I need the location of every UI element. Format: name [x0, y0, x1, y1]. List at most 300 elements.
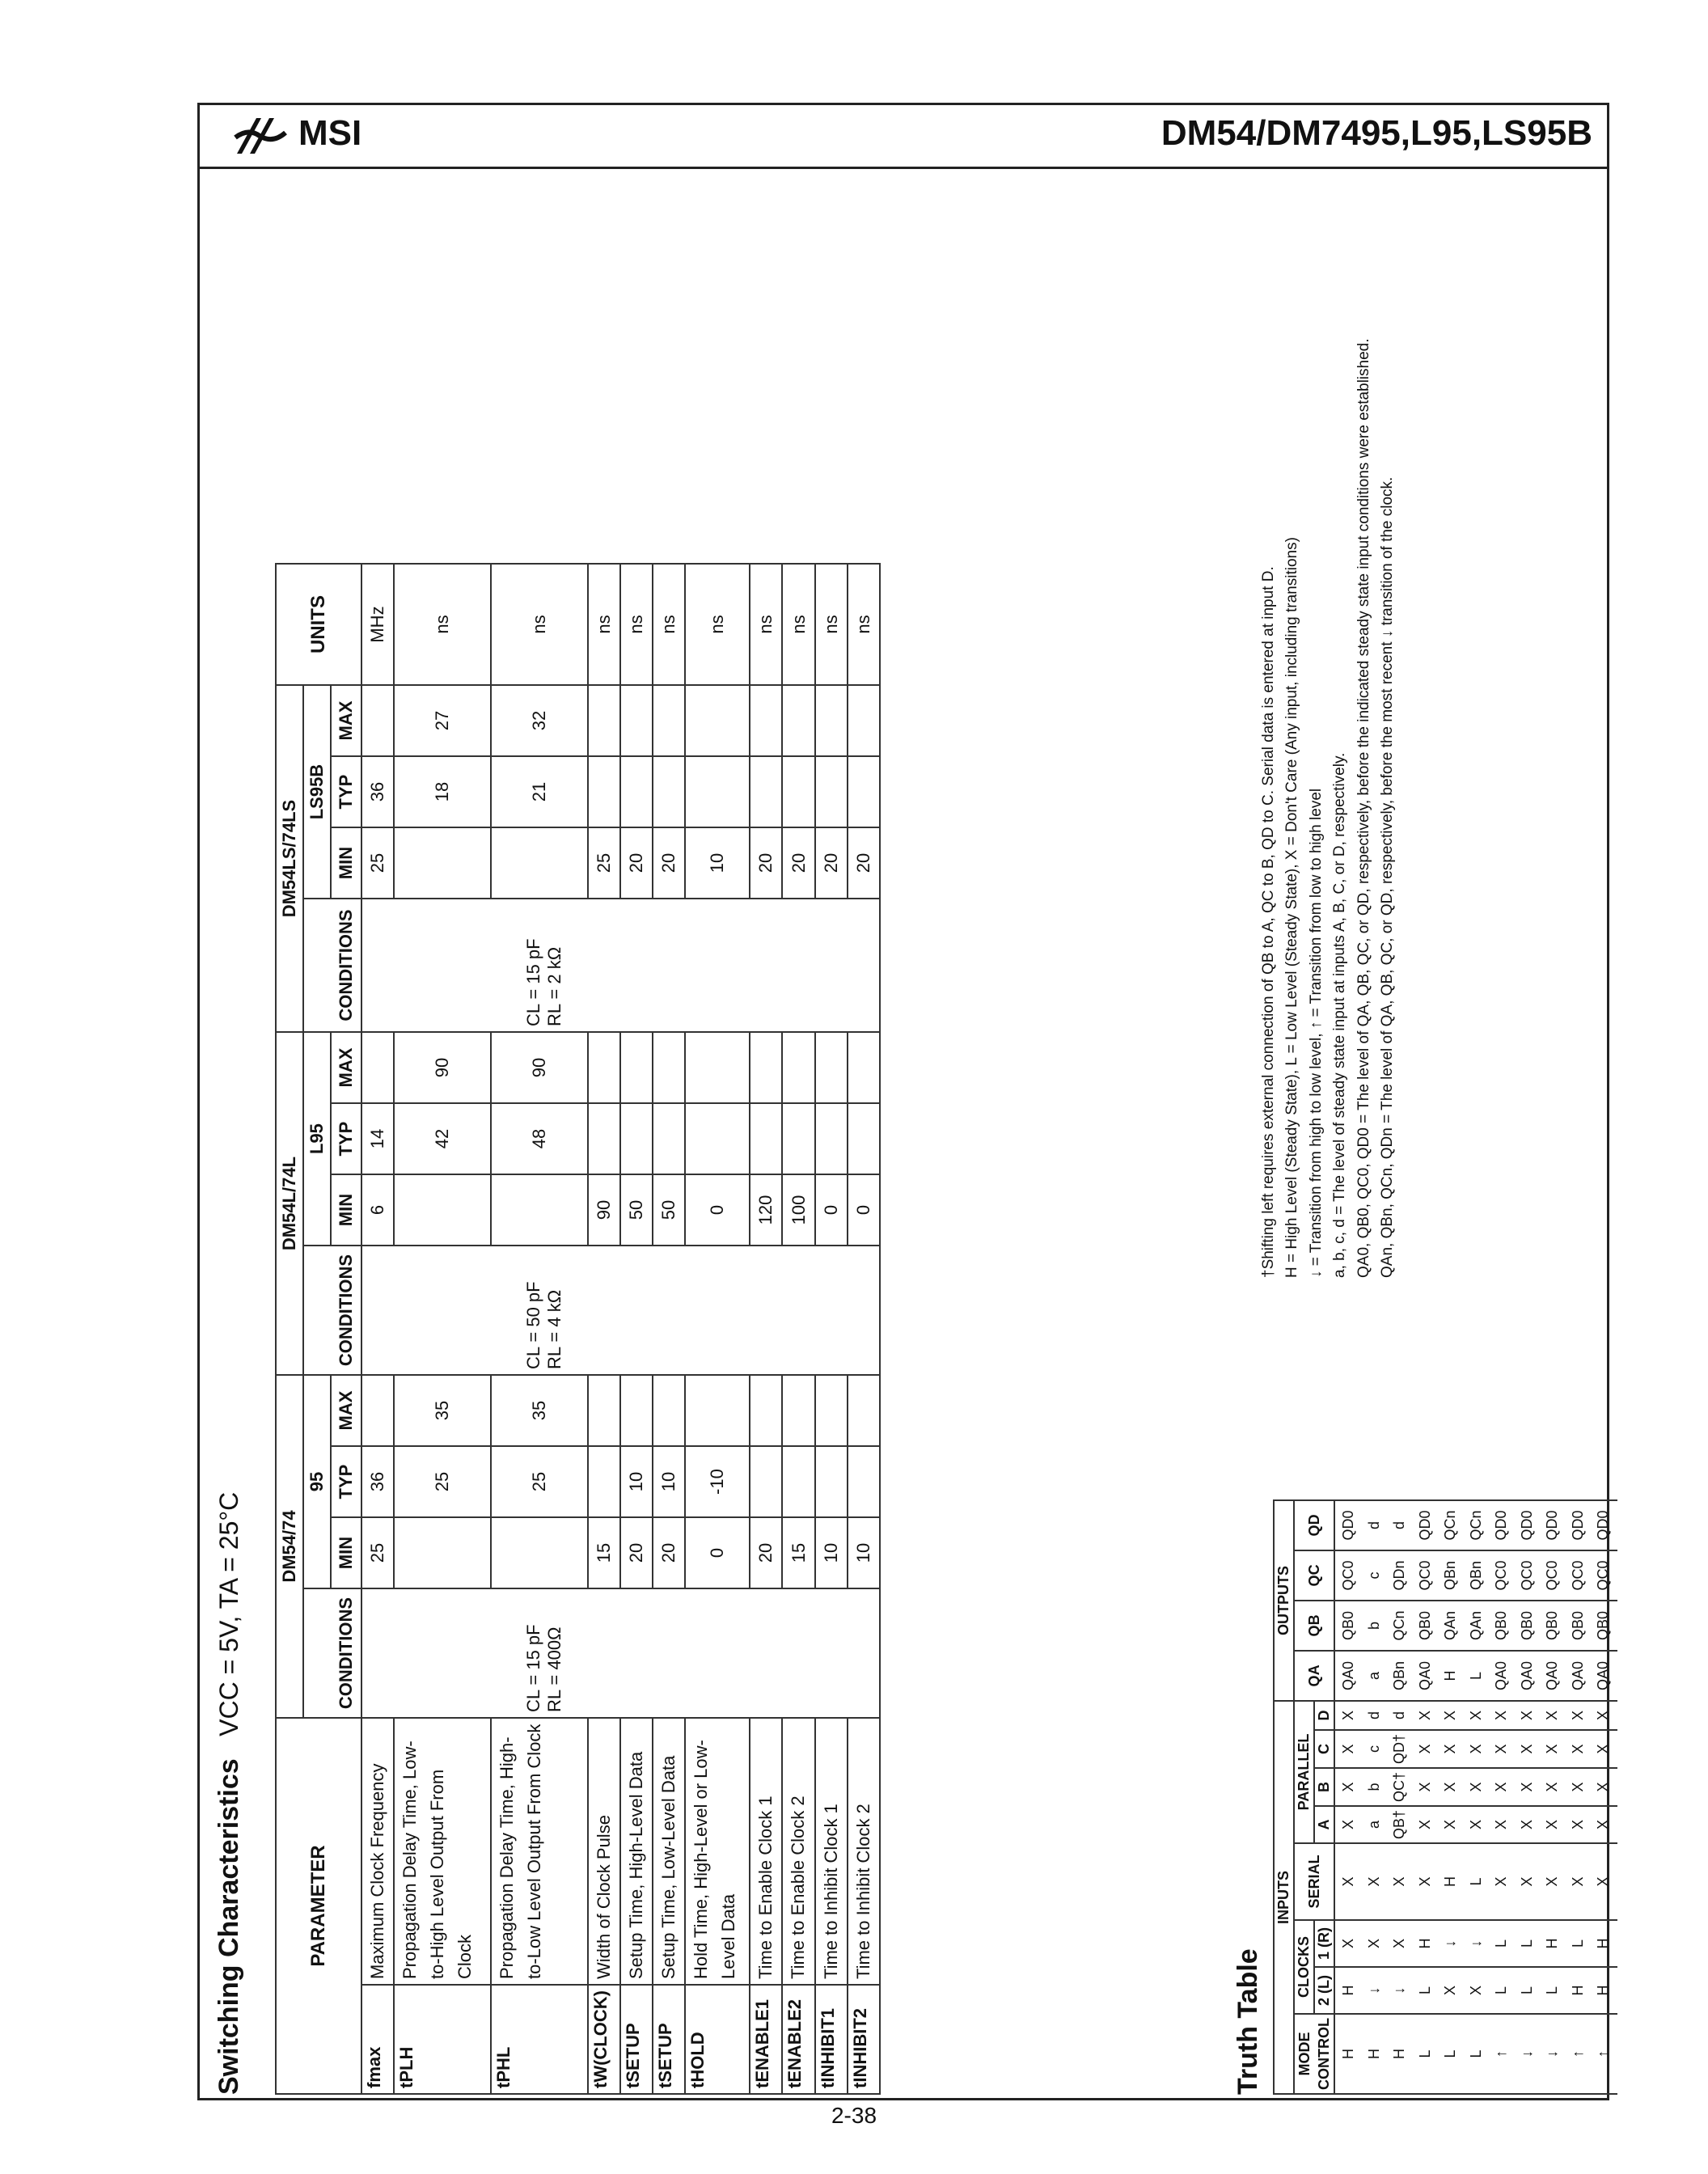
tt-serial: SERIAL: [1294, 1843, 1334, 1920]
value-max: [361, 1032, 394, 1103]
tt-cell: X: [1391, 1876, 1407, 1887]
value-typ: 36: [361, 1446, 394, 1517]
brand-label: MSI: [298, 113, 362, 153]
value-min: 20: [620, 827, 653, 899]
tt-cell: QB0: [1416, 1610, 1433, 1640]
tt-clocks: CLOCKS: [1294, 1920, 1314, 2014]
tt-cell: ↓: [1518, 2050, 1535, 2058]
tt-cell: X: [1518, 1819, 1535, 1829]
tt-cell: QD0: [1595, 1510, 1611, 1541]
tt-cell: QD0: [1493, 1510, 1509, 1541]
tt-cell: L: [1518, 1986, 1535, 1995]
tt-cell: X: [1569, 1710, 1586, 1720]
tt-column-parallel-b: [1334, 1768, 1617, 1806]
tt-cell: H: [1595, 1985, 1611, 1996]
value-max: 35: [491, 1375, 588, 1446]
tt-cell: H: [1569, 1985, 1586, 1996]
tt-cell: X: [1569, 1876, 1586, 1887]
param-name: Hold Time, High-Level or Low-Level Data: [685, 1718, 750, 1985]
tt-cell: X: [1442, 1782, 1458, 1792]
value-max: [620, 1375, 653, 1446]
part-number: DM54/DM7495,L95,LS95B: [1161, 113, 1592, 153]
tt-cell: QA0: [1518, 1660, 1535, 1690]
tt-cell: ↓: [1442, 1939, 1458, 1948]
tt-cell: a: [1365, 1820, 1382, 1829]
tt-cell: X: [1340, 1939, 1356, 1949]
tt-cell: X: [1467, 1782, 1484, 1792]
value-min: 20: [848, 827, 880, 899]
value-min: [491, 827, 588, 899]
rotated-content: [214, 162, 1611, 2095]
tt-cell: QAn: [1467, 1610, 1484, 1640]
tt-cell: H: [1340, 1985, 1356, 1996]
tt-cell: H: [1416, 1938, 1433, 1949]
tt-cell: X: [1595, 1876, 1611, 1887]
tt-cell: X: [1595, 1782, 1611, 1792]
value-typ: [848, 1103, 880, 1174]
tt-cell: L: [1518, 1939, 1535, 1948]
tt-cell: QBn: [1391, 1660, 1407, 1690]
tt-cell: ↑: [1595, 2050, 1611, 2058]
value-typ: [588, 756, 620, 827]
tt-cell: QD0: [1518, 1510, 1535, 1541]
tt-cell: H: [1442, 1876, 1458, 1887]
note-line: ↓ = Transition from high to low level, ↑ = Transition from low to high level: [1307, 788, 1325, 1278]
value-typ: 18: [394, 756, 491, 827]
value-max: 27: [394, 685, 491, 756]
tt-column-clock-2: [1334, 1967, 1617, 2014]
value-max: [588, 1375, 620, 1446]
tt-cell: X: [1416, 1876, 1433, 1887]
switching-table: [275, 563, 881, 2095]
tt-cell: QA0: [1569, 1660, 1586, 1690]
col-conditions: CONDITIONS: [331, 1246, 361, 1375]
tt-cell: H: [1340, 2049, 1356, 2059]
value-min: 0: [685, 1174, 750, 1246]
national-logo-icon: [232, 113, 289, 159]
tt-cell: d: [1365, 1711, 1382, 1719]
tt-cell: X: [1595, 1710, 1611, 1720]
value-min: 20: [620, 1517, 653, 1588]
tt-cell: L: [1467, 1671, 1484, 1680]
value-min: 25: [361, 827, 394, 899]
conditions-cell: [361, 1588, 880, 1718]
tt-cell: L: [1467, 2049, 1484, 2058]
tt-cell: QA0: [1340, 1660, 1356, 1690]
tt-cell: QB0: [1569, 1610, 1586, 1640]
col-family3: DM54LS/74LS: [276, 685, 303, 1032]
unit-cell: ns: [750, 564, 782, 685]
tt-cell: H: [1391, 2049, 1407, 2059]
tt-cell: QBn: [1467, 1560, 1484, 1590]
value-min: 90: [588, 1174, 620, 1246]
value-typ: [782, 756, 814, 827]
tt-cell: X: [1416, 1782, 1433, 1792]
tt-cell: QA0: [1544, 1660, 1560, 1690]
tt-cell: X: [1595, 1744, 1611, 1754]
value-min: 0: [685, 1517, 750, 1588]
tt-cell: ↑: [1493, 2050, 1509, 2058]
conditions-cell: [361, 899, 880, 1032]
value-typ: [782, 1446, 814, 1517]
unit-cell: ns: [394, 564, 491, 685]
value-max: [685, 1032, 750, 1103]
value-min: 120: [750, 1174, 782, 1246]
value-typ: [815, 756, 848, 827]
value-max: [685, 1375, 750, 1446]
tt-column-output-qb: [1334, 1601, 1617, 1651]
tt-cell: X: [1569, 1819, 1586, 1829]
tt-qb: QB: [1294, 1601, 1334, 1651]
tt-cell: H: [1595, 1938, 1611, 1949]
value-typ: [653, 756, 685, 827]
tt-column-clock-1: [1334, 1920, 1617, 1967]
value-max: [588, 685, 620, 756]
tt-cell: X: [1544, 1876, 1560, 1887]
col-device2: L95: [303, 1032, 331, 1246]
unit-cell: ns: [848, 564, 880, 685]
col-device3: LS95B: [303, 685, 331, 899]
tt-cell: X: [1467, 1710, 1484, 1720]
tt-cell: X: [1416, 1710, 1433, 1720]
tt-column-output-qc: [1334, 1550, 1617, 1601]
page-header: [200, 105, 1607, 169]
tt-cell: X: [1467, 1819, 1484, 1829]
tt-cell: X: [1340, 1819, 1356, 1829]
value-typ: 42: [394, 1103, 491, 1174]
tt-cell: X: [1442, 1744, 1458, 1754]
param-name: Width of Clock Pulse: [588, 1718, 620, 1985]
param-name: Time to Inhibit Clock 1: [815, 1718, 848, 1985]
param-name: Time to Inhibit Clock 2: [848, 1718, 880, 1985]
tt-column-parallel-d: [1334, 1701, 1617, 1730]
value-max: [620, 685, 653, 756]
col-family1: DM54/74: [276, 1375, 303, 1718]
tt-cell: L: [1493, 1986, 1509, 1995]
unit-cell: ns: [620, 564, 653, 685]
tt-cell: X: [1493, 1819, 1509, 1829]
tt-cell: c: [1365, 1745, 1382, 1753]
tt-cell: QC0: [1518, 1560, 1535, 1591]
tt-cell: H: [1544, 1938, 1560, 1949]
value-min: 10: [848, 1517, 880, 1588]
tt-cell: X: [1340, 1744, 1356, 1754]
param-symbol: tSETUP: [653, 1985, 685, 2094]
tt-c: C: [1314, 1730, 1334, 1768]
value-typ: [750, 756, 782, 827]
switching-title: [214, 1492, 245, 2095]
load-capacitance: CL = 15 pF: [523, 1624, 544, 1713]
col-typ: TYP: [331, 756, 361, 827]
param-name: Maximum Clock Frequency: [361, 1718, 394, 1985]
tt-column-output-qd: [1334, 1500, 1617, 1550]
value-max: [361, 685, 394, 756]
value-max: [750, 1375, 782, 1446]
tt-a: A: [1314, 1806, 1334, 1843]
tt-cell: X: [1544, 1744, 1560, 1754]
tt-cell: QD0: [1416, 1510, 1433, 1541]
value-typ: [750, 1446, 782, 1517]
value-min: 20: [750, 1517, 782, 1588]
tt-cell: X: [1493, 1876, 1509, 1887]
load-resistance: RL = 400Ω: [544, 1626, 565, 1713]
value-max: [815, 1375, 848, 1446]
tt-cell: X: [1416, 1819, 1433, 1829]
tt-cell: c: [1365, 1571, 1382, 1580]
tt-cell: QC0: [1493, 1560, 1509, 1591]
value-min: [491, 1517, 588, 1588]
tt-cell: X: [1340, 1876, 1356, 1887]
note-line: a, b, c, d = The level of steady state input at inputs A, B, C, or D, respectively.: [1331, 752, 1349, 1278]
tt-cell: X: [1493, 1710, 1509, 1720]
note-line: H = High Level (Steady State), L = Low Level (Steady State), X = Don't Care (Any input, including transitions): [1283, 537, 1301, 1278]
col-device1: 95: [303, 1375, 331, 1588]
tt-cell: X: [1544, 1782, 1560, 1792]
value-typ: 14: [361, 1103, 394, 1174]
tt-cell: X: [1467, 1986, 1484, 1996]
value-typ: 10: [620, 1446, 653, 1517]
value-min: 0: [848, 1174, 880, 1246]
table-row: [361, 564, 394, 2094]
note-line: †Shifting left requires external connection of QB to A, QC to B, QD to C. Serial data is entered at input D.: [1260, 566, 1277, 1278]
param-name: Time to Enable Clock 1: [750, 1718, 782, 1985]
tt-cell: QB†: [1391, 1809, 1407, 1839]
unit-cell: ns: [782, 564, 814, 685]
tt-cell: X: [1340, 1782, 1356, 1792]
tt-cell: a: [1365, 1671, 1382, 1680]
truth-table-title: Truth Table: [1232, 1948, 1263, 2095]
tt-cell: QC0: [1595, 1560, 1611, 1591]
tt-d: D: [1314, 1701, 1334, 1730]
value-typ: 10: [653, 1446, 685, 1517]
value-max: [815, 685, 848, 756]
tt-cell: QB0: [1493, 1610, 1509, 1640]
tt-cell: QD0: [1569, 1510, 1586, 1541]
tt-cell: X: [1340, 1710, 1356, 1720]
unit-cell: ns: [815, 564, 848, 685]
value-typ: 36: [361, 756, 394, 827]
value-min: [394, 827, 491, 899]
truth-table: [1273, 1499, 1617, 2095]
tt-cell: X: [1442, 1819, 1458, 1829]
value-typ: 48: [491, 1103, 588, 1174]
tt-control: CONTROL: [1314, 2014, 1334, 2094]
tt-cell: L: [1467, 1877, 1484, 1886]
tt-cell: X: [1518, 1782, 1535, 1792]
col-conditions: CONDITIONS: [331, 899, 361, 1032]
param-name: Setup Time, High-Level Data: [620, 1718, 653, 1985]
col-min: MIN: [331, 1174, 361, 1246]
col-min: MIN: [331, 827, 361, 899]
tt-cell: X: [1569, 1744, 1586, 1754]
tt-column-parallel-a: [1334, 1806, 1617, 1843]
value-max: [750, 1032, 782, 1103]
truth-table-body: [1334, 1500, 1617, 2094]
tt-qd: QD: [1294, 1500, 1334, 1550]
tt-cell: b: [1365, 1783, 1382, 1791]
param-symbol: tENABLE2: [782, 1985, 814, 2094]
value-typ: [782, 1103, 814, 1174]
value-min: 20: [750, 827, 782, 899]
param-symbol: tENABLE1: [750, 1985, 782, 2094]
tt-cell: L: [1416, 2049, 1433, 2058]
tt-cell: ↓: [1365, 1986, 1382, 1994]
tt-cell: X: [1365, 1939, 1382, 1949]
param-symbol: tW(CLOCK): [588, 1985, 620, 2094]
tt-cell: X: [1518, 1876, 1535, 1887]
value-typ: 25: [491, 1446, 588, 1517]
value-max: [653, 1375, 685, 1446]
value-max: [782, 1375, 814, 1446]
unit-cell: ns: [653, 564, 685, 685]
col-max: MAX: [331, 1032, 361, 1103]
truth-table-notes: [1257, 162, 1400, 1278]
tt-cell: X: [1467, 1744, 1484, 1754]
value-min: 20: [782, 827, 814, 899]
value-min: 20: [653, 827, 685, 899]
tt-cell: X: [1493, 1782, 1509, 1792]
param-name: Time to Enable Clock 2: [782, 1718, 814, 1985]
col-units: UNITS: [276, 564, 361, 685]
value-typ: [848, 1446, 880, 1517]
tt-cell: X: [1365, 1876, 1382, 1887]
value-typ: [620, 1103, 653, 1174]
tt-cell: X: [1569, 1782, 1586, 1792]
value-max: [361, 1375, 394, 1446]
tt-cell: ↓: [1544, 2050, 1560, 2058]
tt-cell: QBn: [1442, 1560, 1458, 1590]
unit-cell: ns: [491, 564, 588, 685]
value-max: [750, 685, 782, 756]
value-min: 6: [361, 1174, 394, 1246]
tt-inputs: INPUTS: [1274, 1701, 1294, 2094]
tt-cell: X: [1493, 1744, 1509, 1754]
value-typ: [588, 1103, 620, 1174]
tt-column-serial: [1334, 1843, 1617, 1920]
value-typ: [750, 1103, 782, 1174]
tt-clk1: 1 (R): [1314, 1920, 1334, 1967]
value-min: 50: [653, 1174, 685, 1246]
tt-cell: QB0: [1340, 1610, 1356, 1640]
param-symbol: tINHIBIT1: [815, 1985, 848, 2094]
value-min: 25: [361, 1517, 394, 1588]
tt-column-output-qa: [1334, 1651, 1617, 1701]
tt-cell: X: [1518, 1710, 1535, 1720]
unit-cell: ns: [685, 564, 750, 685]
value-min: 10: [815, 1517, 848, 1588]
col-parameter: PARAMETER: [276, 1718, 361, 2094]
param-symbol: tSETUP: [620, 1985, 653, 2094]
value-max: [653, 1032, 685, 1103]
tt-cell: QCn: [1467, 1510, 1484, 1541]
value-min: 15: [588, 1517, 620, 1588]
switching-conditions: VCC = 5V, TA = 25°C: [214, 1491, 243, 1736]
tt-cell: QC0: [1340, 1560, 1356, 1591]
unit-cell: ns: [588, 564, 620, 685]
tt-cell: QC0: [1569, 1560, 1586, 1591]
value-max: 90: [491, 1032, 588, 1103]
tt-cell: X: [1416, 1744, 1433, 1754]
param-name: Setup Time, Low-Level Data: [653, 1718, 685, 1985]
tt-cell: QA0: [1493, 1660, 1509, 1690]
value-min: 20: [653, 1517, 685, 1588]
value-max: 35: [394, 1375, 491, 1446]
value-typ: [848, 756, 880, 827]
tt-cell: H: [1442, 1670, 1458, 1681]
tt-cell: X: [1518, 1744, 1535, 1754]
tt-cell: QC0: [1416, 1560, 1433, 1591]
tt-cell: d: [1391, 1711, 1407, 1719]
tt-cell: b: [1365, 1621, 1382, 1630]
value-min: [394, 1174, 491, 1246]
tt-qa: QA: [1294, 1651, 1334, 1701]
param-symbol: tINHIBIT2: [848, 1985, 880, 2094]
load-capacitance: CL = 15 pF: [523, 938, 544, 1027]
switching-title-text: Switching Characteristics: [214, 1758, 244, 2095]
value-max: [653, 685, 685, 756]
tt-outputs: OUTPUTS: [1274, 1500, 1294, 1701]
tt-cell: L: [1442, 2049, 1458, 2058]
load-resistance: RL = 2 kΩ: [544, 946, 565, 1027]
tt-column-parallel-c: [1334, 1730, 1617, 1768]
value-min: [491, 1174, 588, 1246]
conditions-cell: [361, 1246, 880, 1375]
load-capacitance: CL = 50 pF: [523, 1281, 544, 1370]
tt-cell: QAn: [1442, 1610, 1458, 1640]
tt-cell: H: [1365, 2049, 1382, 2059]
tt-parallel: PARALLEL: [1294, 1701, 1314, 1843]
param-name: Propagation Delay Time, Low-to-High Level Output From Clock: [394, 1718, 491, 1985]
value-typ: [685, 756, 750, 827]
value-max: [848, 1375, 880, 1446]
param-symbol: tHOLD: [685, 1985, 750, 2094]
col-typ: TYP: [331, 1103, 361, 1174]
value-max: [588, 1032, 620, 1103]
tt-b: B: [1314, 1768, 1334, 1806]
value-min: [394, 1517, 491, 1588]
param-symbol: tPLH: [394, 1985, 491, 2094]
tt-cell: X: [1442, 1710, 1458, 1720]
tt-cell: ↓: [1391, 1986, 1407, 1994]
value-typ: [620, 756, 653, 827]
col-min: MIN: [331, 1517, 361, 1588]
unit-cell: MHz: [361, 564, 394, 685]
tt-cell: X: [1544, 1819, 1560, 1829]
tt-cell: QD0: [1340, 1510, 1356, 1541]
tt-cell: QB0: [1518, 1610, 1535, 1640]
tt-cell: QD†: [1391, 1733, 1407, 1764]
tt-cell: L: [1493, 1939, 1509, 1948]
param-symbol: tPHL: [491, 1985, 588, 2094]
tt-qc: QC: [1294, 1550, 1334, 1601]
tt-cell: QB0: [1544, 1610, 1560, 1640]
value-min: 10: [685, 827, 750, 899]
value-typ: [653, 1103, 685, 1174]
value-max: [782, 1032, 814, 1103]
col-max: MAX: [331, 1375, 361, 1446]
value-min: 15: [782, 1517, 814, 1588]
tt-cell: d: [1391, 1521, 1407, 1529]
value-typ: [815, 1446, 848, 1517]
col-typ: TYP: [331, 1446, 361, 1517]
value-max: [848, 685, 880, 756]
value-typ: 25: [394, 1446, 491, 1517]
value-max: [685, 685, 750, 756]
tt-cell: d: [1365, 1521, 1382, 1529]
col-conditions: CONDITIONS: [331, 1588, 361, 1718]
tt-cell: L: [1544, 1986, 1560, 1995]
value-max: [848, 1032, 880, 1103]
